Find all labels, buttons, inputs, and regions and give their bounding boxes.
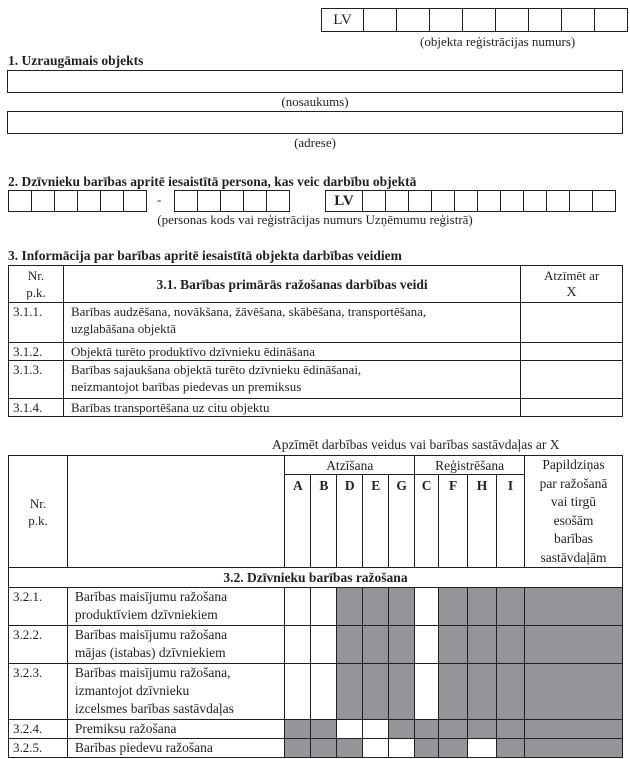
- personal-code-box[interactable]: [174, 190, 198, 212]
- col-header-i: I: [497, 475, 525, 568]
- disabled-cell-i: [497, 720, 525, 739]
- row-description: [67, 664, 285, 720]
- mark-cell-e[interactable]: [363, 720, 389, 739]
- personal-code-box[interactable]: [220, 190, 244, 212]
- disabled-cell-a: [285, 739, 311, 758]
- row-nr: 3.1.3.: [9, 361, 64, 399]
- company-registration-prefix: LV: [325, 190, 363, 212]
- row-nr: 3.1.2.: [9, 343, 64, 361]
- row-description-line: Barības maisījumu ražošana: [74, 589, 228, 604]
- object-registration-box[interactable]: [363, 8, 397, 32]
- object-registration-box[interactable]: [495, 8, 529, 32]
- personal-code-box[interactable]: [31, 190, 55, 212]
- table-row: [9, 739, 623, 758]
- row-description-line: Barības sajaukšana objektā turēto dzīvnieku ēdināšanai,: [70, 362, 362, 377]
- row-description-line: Barības piedevu ražošana: [74, 740, 213, 755]
- disabled-cell-d: [337, 739, 363, 758]
- col-header-g: G: [389, 475, 415, 568]
- col-header-nr-line1: Nr.: [29, 495, 47, 511]
- row-description: [67, 588, 285, 626]
- personal-code-box[interactable]: [123, 190, 147, 212]
- object-address-field[interactable]: [7, 111, 623, 134]
- disabled-cell-extra: [524, 720, 622, 739]
- col-header-extra-line: sastāvdaļām: [540, 549, 607, 565]
- row-description-line: neizmantojot barības piedevas un premiksus: [70, 379, 302, 394]
- object-registration-box[interactable]: [561, 8, 595, 32]
- row-description-line: Barības audzēšana, novākšana, žāvēšana, skābēšana, transportēšana,: [70, 304, 427, 319]
- row-description-line: mājas (istabas) dzīvniekiem: [74, 645, 226, 660]
- disabled-cell-i: [497, 588, 525, 626]
- table-row: [9, 664, 623, 720]
- personal-code-part1: [8, 190, 147, 212]
- col-header-a: A: [285, 475, 311, 568]
- disabled-cell-h: [468, 720, 497, 739]
- table-row: [9, 303, 623, 343]
- row-description-line: Premiksu ražošana: [74, 721, 177, 736]
- personal-code-box[interactable]: [266, 190, 290, 212]
- col-header-nr-line2: p.k.: [28, 512, 48, 528]
- object-address-caption: (adrese): [294, 135, 336, 150]
- row-description: Barības transportēšana uz citu objektu: [63, 399, 520, 417]
- object-registration-number: [321, 8, 628, 32]
- company-registration-box[interactable]: [362, 190, 386, 212]
- company-registration-box[interactable]: [431, 190, 455, 212]
- col-header-description: [67, 456, 285, 568]
- table-row: [9, 720, 623, 739]
- feed-production-table: [8, 455, 623, 758]
- disabled-cell-d: [337, 626, 363, 664]
- table-row: [9, 361, 623, 399]
- object-registration-box[interactable]: [462, 8, 496, 32]
- row-description: Objektā turēto produktīvo dzīvnieku ēdināšana: [63, 343, 520, 361]
- row-mark-cell[interactable]: [521, 303, 623, 343]
- disabled-cell-c: [415, 720, 439, 739]
- personal-code-box[interactable]: [243, 190, 267, 212]
- mark-cell-e[interactable]: [363, 739, 389, 758]
- disabled-cell-e: [363, 664, 389, 720]
- mark-cell-c[interactable]: [415, 664, 439, 720]
- col-header-mark-line2: X: [566, 285, 577, 300]
- col-header-nr: [9, 266, 64, 303]
- disabled-cell-c: [415, 739, 439, 758]
- table32-note: Apzīmēt darbības veidus vai barības sastāvdaļas ar X: [272, 437, 560, 452]
- disabled-cell-extra: [524, 626, 622, 664]
- company-registration-box[interactable]: [385, 190, 409, 212]
- section3-title: 3. Informācija par barības apritē iesaistītā objekta darbības veidiem: [8, 248, 402, 263]
- col-header-extra: [524, 456, 622, 568]
- row-description: [63, 361, 520, 399]
- disabled-cell-h: [468, 664, 497, 720]
- row-description-line: izmantojot dzīvnieku: [74, 683, 190, 698]
- disabled-cell-extra: [524, 739, 622, 758]
- personal-code-box[interactable]: [100, 190, 124, 212]
- disabled-cell-i: [497, 739, 525, 758]
- row-mark-cell[interactable]: [521, 343, 623, 361]
- row-nr: 3.2.1.: [9, 588, 68, 626]
- section2-title: 2. Dzīvnieku barības apritē iesaistītā persona, kas veic darbību objektā: [8, 174, 417, 189]
- disabled-cell-extra: [524, 588, 622, 626]
- personal-code-separator: -: [157, 192, 162, 207]
- disabled-cell-i: [497, 664, 525, 720]
- company-registration-box[interactable]: [523, 190, 547, 212]
- row-mark-cell[interactable]: [521, 361, 623, 399]
- row-nr: 3.2.5.: [9, 739, 68, 758]
- row-description-line: produktīviem dzīvniekiem: [74, 607, 218, 622]
- disabled-cell-f: [439, 626, 468, 664]
- row-description-line: izcelsmes barības sastāvdaļas: [74, 701, 234, 716]
- row-mark-cell[interactable]: [521, 399, 623, 417]
- table-row: [9, 399, 623, 417]
- table-row: [9, 343, 623, 361]
- row-nr: 3.2.4.: [9, 720, 68, 739]
- company-registration-box[interactable]: [500, 190, 524, 212]
- mark-cell-c[interactable]: [415, 626, 439, 664]
- object-registration-caption: (objekta reģistrācijas numurs): [420, 34, 576, 49]
- disabled-cell-f: [439, 720, 468, 739]
- col-header-c: C: [415, 475, 439, 568]
- row-nr: 3.2.2.: [9, 626, 68, 664]
- col-header-nr-line2: p.k.: [26, 285, 46, 300]
- disabled-cell-g: [389, 626, 415, 664]
- disabled-cell-f: [439, 664, 468, 720]
- object-name-field[interactable]: [7, 70, 623, 93]
- row-nr: 3.2.3.: [9, 664, 68, 720]
- personal-code-part2: [174, 190, 290, 212]
- company-registration-box[interactable]: [477, 190, 501, 212]
- group-header-atzisana: Atzīšana: [285, 456, 415, 475]
- disabled-cell-e: [363, 588, 389, 626]
- mark-cell-c[interactable]: [415, 588, 439, 626]
- table-row: [9, 588, 623, 626]
- col-header-extra-line: Papildziņas: [542, 457, 605, 472]
- feed-production-rows: [9, 588, 623, 758]
- disabled-cell-h: [468, 588, 497, 626]
- primary-production-table: [8, 265, 623, 417]
- object-registration-box[interactable]: [429, 8, 463, 32]
- disabled-cell-g: [389, 720, 415, 739]
- row-description: [67, 626, 285, 664]
- mark-cell-b[interactable]: [311, 626, 337, 664]
- subsection-title: 3.2. Dzīvnieku barības ražošana: [9, 568, 623, 588]
- disabled-cell-g: [389, 588, 415, 626]
- col-header-e: E: [363, 475, 389, 568]
- col-header-h: H: [468, 475, 497, 568]
- personal-code-box[interactable]: [54, 190, 78, 212]
- col-header-title: 3.1. Barības primārās ražošanas darbības veidi: [63, 266, 520, 303]
- row-description-line: Barības maisījumu ražošana,: [74, 665, 231, 680]
- row-description-line: uzglabāšana objektā: [70, 321, 176, 336]
- section1-title: 1. Uzraugāmais objekts: [8, 53, 144, 68]
- disabled-cell-f: [439, 739, 468, 758]
- company-registration-box[interactable]: [569, 190, 593, 212]
- mark-cell-b[interactable]: [311, 664, 337, 720]
- col-header-extra-line: esošām: [553, 512, 594, 528]
- col-header-nr-line1: Nr.: [27, 268, 45, 283]
- company-registration-box[interactable]: [408, 190, 432, 212]
- company-registration-box[interactable]: [592, 190, 616, 212]
- row-description: [67, 739, 285, 758]
- group-header-registresana: Reģistrēšana: [415, 456, 525, 475]
- object-registration-box[interactable]: [396, 8, 430, 32]
- company-registration-box[interactable]: [454, 190, 478, 212]
- col-header-extra-line: par ražošanā: [539, 475, 608, 491]
- disabled-cell-h: [468, 626, 497, 664]
- disabled-cell-f: [439, 588, 468, 626]
- object-registration-box[interactable]: [528, 8, 562, 32]
- mark-cell-a[interactable]: [285, 664, 311, 720]
- disabled-cell-b: [311, 739, 337, 758]
- person-code-caption: (personas kods vai reģistrācijas numurs Uzņēmumu reģistrā): [157, 212, 473, 227]
- mark-cell-d[interactable]: [337, 720, 363, 739]
- personal-code-box[interactable]: [197, 190, 221, 212]
- col-header-extra-line: barības: [554, 531, 593, 546]
- col-header-b: B: [311, 475, 337, 568]
- disabled-cell-extra: [524, 664, 622, 720]
- col-header-mark-line1: Atzīmēt ar: [543, 268, 600, 283]
- row-description-line: Barības maisījumu ražošana: [74, 627, 228, 642]
- personal-code-box[interactable]: [77, 190, 101, 212]
- company-registration-number: [325, 190, 616, 212]
- row-nr: 3.1.4.: [9, 399, 64, 417]
- col-header-extra-line: vai tirgū: [550, 494, 597, 509]
- disabled-cell-d: [337, 588, 363, 626]
- table-row: [9, 626, 623, 664]
- object-registration-prefix: LV: [321, 8, 364, 32]
- disabled-cell-i: [497, 626, 525, 664]
- company-registration-box[interactable]: [546, 190, 570, 212]
- object-name-caption: (nosaukums): [281, 94, 349, 109]
- object-registration-box[interactable]: [594, 8, 628, 32]
- row-description: [67, 720, 285, 739]
- col-header-d: D: [337, 475, 363, 568]
- personal-code-box[interactable]: [8, 190, 32, 212]
- disabled-cell-a: [285, 720, 311, 739]
- disabled-cell-b: [311, 720, 337, 739]
- col-header-f: F: [439, 475, 468, 568]
- col-header-nr: [9, 456, 68, 568]
- row-description: [63, 303, 520, 343]
- mark-cell-b[interactable]: [311, 588, 337, 626]
- col-header-mark: [521, 266, 623, 303]
- disabled-cell-g: [389, 664, 415, 720]
- mark-cell-a[interactable]: [285, 626, 311, 664]
- mark-cell-h[interactable]: [468, 739, 497, 758]
- mark-cell-a[interactable]: [285, 588, 311, 626]
- disabled-cell-d: [337, 664, 363, 720]
- mark-cell-g[interactable]: [389, 739, 415, 758]
- row-nr: 3.1.1.: [9, 303, 64, 343]
- disabled-cell-e: [363, 626, 389, 664]
